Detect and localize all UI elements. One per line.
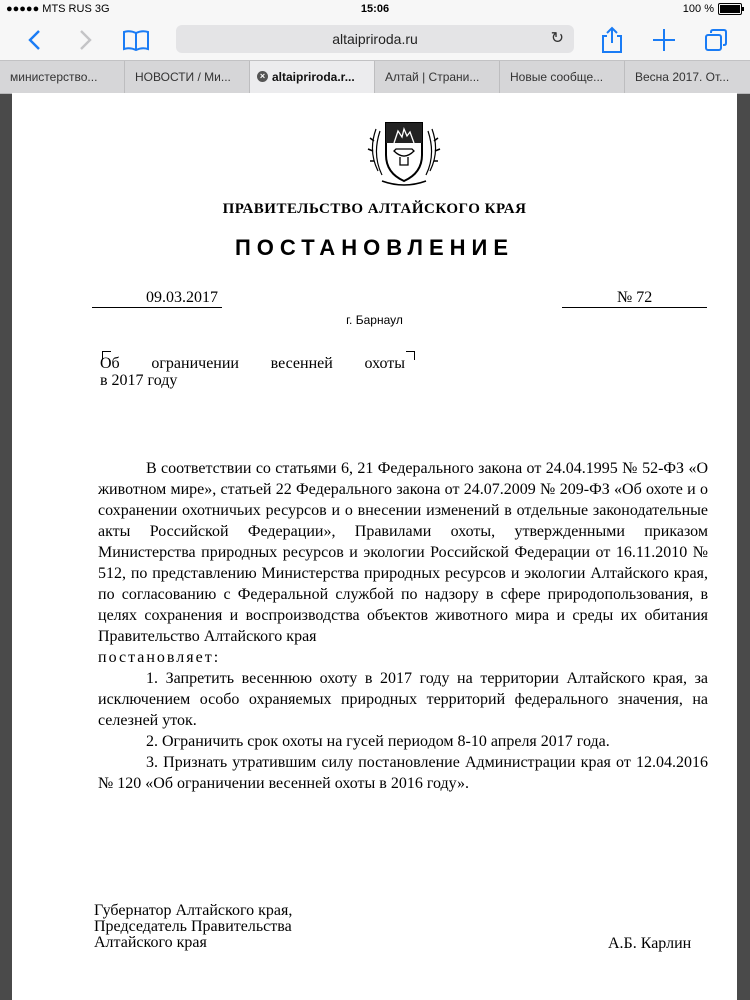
tabs-icon — [704, 28, 728, 52]
chevron-right-icon — [79, 29, 93, 51]
tab-item[interactable] — [375, 61, 500, 93]
tab-label: НОВОСТИ / Ми... — [135, 70, 231, 84]
reload-icon[interactable]: ↻ — [550, 30, 564, 47]
tab-bar — [0, 60, 750, 94]
new-tab-button[interactable] — [648, 24, 680, 56]
item-paragraph: 2. Ограничить срок охоты на гусей периодом 8-10 апреля 2017 года. — [146, 733, 610, 750]
subject-line: в 2017 году — [100, 372, 178, 389]
document-date: 09.03.2017 — [92, 289, 222, 308]
forward-button[interactable] — [70, 24, 102, 56]
preamble-paragraph: В соответствии со статьями 6, 21 Федерального закона от 24.04.1995 № 52-ФЗ «О животном мире», статьей 22 Федерального закона от 24.07.2009 № 209-ФЗ «Об охоте и о сохранении охотничьих ресурсов и о внесении изменений в отдельные законодательные акты Российской Федерации», Правилами охоты, утвержденными приказом Министерства природных ресурсов и экологии Российской Федерации от 16.11.2010 № 512, по представлению Министерства природных ресурсов и экологии Алтайского края, по согласованию с Федеральной службой по надзору в сфере природопользования, в целях сохранения и воспроизводства объектов животного мира и среды их обитания Правительство Алтайского края — [98, 460, 708, 645]
document-subject — [100, 355, 405, 389]
tab-label: министерство... — [10, 70, 98, 84]
signer-line: Губернатор Алтайского края, — [94, 902, 293, 919]
tab-label: altaipriroda.r... — [272, 70, 355, 84]
battery-status — [683, 3, 742, 15]
tab-label: Весна 2017. От... — [635, 70, 730, 84]
tab-item[interactable] — [500, 61, 625, 93]
government-name: ПРАВИТЕЛЬСТВО АЛТАЙСКОГО КРАЯ — [222, 201, 527, 217]
tab-item[interactable] — [0, 61, 125, 93]
tabs-overview-button[interactable] — [700, 24, 732, 56]
chevron-left-icon — [27, 29, 41, 51]
tab-item-active[interactable] — [250, 61, 375, 93]
share-icon — [601, 26, 623, 54]
battery-percent: 100 % — [682, 3, 714, 15]
tab-label: Новые сообще... — [510, 70, 604, 84]
bookmarks-button[interactable] — [120, 24, 152, 56]
status-bar — [0, 0, 750, 20]
document-title: ПОСТАНОВЛЕНИЕ — [234, 235, 515, 260]
tab-item[interactable] — [125, 61, 250, 93]
plus-icon — [652, 28, 676, 52]
carrier-signal: ●●●●● MTS RUS 3G — [6, 3, 110, 15]
subject-line: Об ограничении весенней охоты — [100, 355, 405, 372]
signer-line: Алтайского края — [94, 934, 207, 951]
back-button[interactable] — [18, 24, 50, 56]
document-city: г. Барнаул — [346, 313, 403, 327]
signer-title — [94, 903, 292, 951]
signer-name: А.Б. Карлин — [608, 935, 692, 952]
resolves-word: постановляет: — [98, 649, 221, 666]
share-button[interactable] — [596, 24, 628, 56]
document-page — [12, 93, 737, 1000]
document-body — [98, 458, 708, 794]
browser-toolbar — [0, 20, 750, 60]
signer-line: Председатель Правительства — [94, 918, 292, 935]
item-paragraph: 1. Запретить весеннюю охоту в 2017 году на территории Алтайского края, за исключением особо охраняемых природных территорий федерального значения, на селезней уток. — [98, 670, 708, 729]
clock: 15:06 — [360, 3, 390, 15]
document-number: № 72 — [562, 289, 707, 308]
coat-of-arms-icon — [364, 111, 444, 191]
tab-item[interactable] — [625, 61, 750, 93]
bracket-right — [406, 351, 415, 360]
battery-icon — [718, 3, 742, 15]
tab-label: Алтай | Страни... — [385, 70, 480, 84]
book-icon — [122, 29, 150, 51]
address-bar[interactable] — [176, 25, 574, 53]
item-paragraph: 3. Признать утратившим силу постановление Администрации края от 12.04.2016 № 120 «Об ограничении весенней охоты в 2016 году». — [98, 754, 708, 792]
close-tab-icon[interactable]: × — [257, 71, 268, 82]
url-text: altaipriroda.ru — [332, 31, 418, 47]
